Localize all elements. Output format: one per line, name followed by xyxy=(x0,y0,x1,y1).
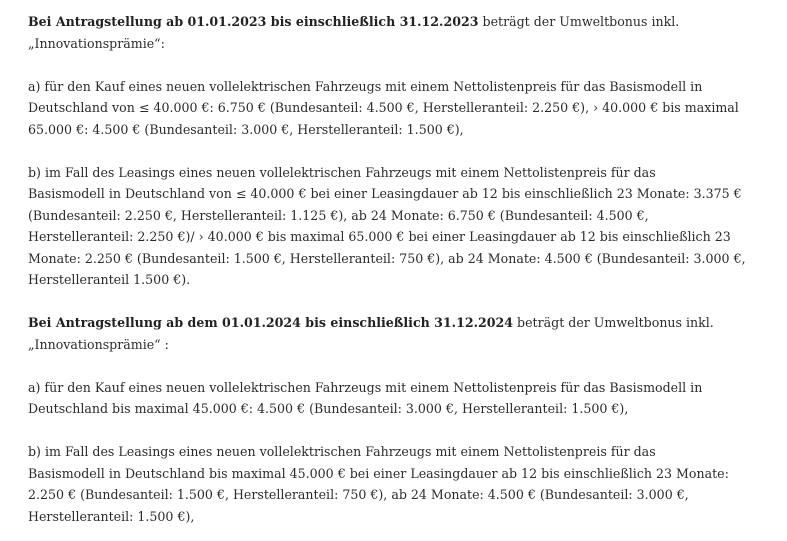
text-line: 2.250 € (Bundesanteil: 1.500 €, Herstelleranteil: 750 €), ab 24 Monate: 4.500 € (Bundesanteil: 3.000 €, xyxy=(28,487,689,502)
text-line: Herstelleranteil: 1.500 €), xyxy=(28,508,195,524)
heading-2023-rest: beträgt der Umweltbonus inkl. xyxy=(478,14,680,29)
text-line: b) im Fall des Leasings eines neuen vollelektrischen Fahrzeugs mit einem Nettolistenpreis für das xyxy=(28,444,656,459)
document-body xyxy=(28,11,768,527)
section-2023-heading xyxy=(28,11,768,54)
text-line: Deutschland von ≤ 40.000 €: 6.750 € (Bundesanteil: 4.500 €, Herstelleranteil: 2.250 €), › 40.000 € bis maximal xyxy=(28,100,739,115)
text-line: (Bundesanteil: 2.250 €, Herstelleranteil: 1.125 €), ab 24 Monate: 6.750 € (Bundesanteil: 4.500 €, xyxy=(28,207,649,223)
text-line: Basismodell in Deutschland von ≤ 40.000 € bei einer Leasingdauer ab 12 bis einschließlich 23 Monate: 3.375 € xyxy=(28,186,742,201)
section-2023-item-a xyxy=(28,76,768,141)
heading-2023-line1 xyxy=(28,11,768,33)
text-line: a) für den Kauf eines neuen vollelektrischen Fahrzeugs mit einem Nettolistenpreis für das Basismodell in xyxy=(28,379,703,395)
heading-2023-line2: „Innovationsprämie“: xyxy=(28,35,165,51)
heading-2024-line1 xyxy=(28,312,768,334)
heading-2024-line2: „Innovationsprämie“ : xyxy=(28,336,169,352)
heading-2023-bold: Bei Antragstellung ab 01.01.2023 bis einschließlich 31.12.2023 xyxy=(28,14,479,29)
text-line: Basismodell in Deutschland bis maximal 45.000 € bei einer Leasingdauer ab 12 bis einschließlich 23 Monate: xyxy=(28,465,729,481)
text-line: Herstelleranteil: 2.250 €)/ › 40.000 € bis maximal 65.000 € bei einer Leasingdauer ab 12 bis einschließlich 23 xyxy=(28,229,731,244)
section-2024-item-b xyxy=(28,441,768,527)
section-2023-item-b xyxy=(28,162,768,291)
text-line: b) im Fall des Leasings eines neuen vollelektrischen Fahrzeugs mit einem Nettolistenpreis für das xyxy=(28,164,656,180)
text-line: 65.000 €: 4.500 € (Bundesanteil: 3.000 €, Herstelleranteil: 1.500 €), xyxy=(28,121,464,137)
heading-2024-rest: beträgt der Umweltbonus inkl. xyxy=(513,315,714,330)
text-line: Herstelleranteil 1.500 €). xyxy=(28,272,191,287)
text-line: a) für den Kauf eines neuen vollelektrischen Fahrzeugs mit einem Nettolistenpreis für das Basismodell in xyxy=(28,78,703,94)
text-line: Monate: 2.250 € (Bundesanteil: 1.500 €, Herstelleranteil: 750 €), ab 24 Monate: 4.500 € (Bundesanteil: 3.000 €, xyxy=(28,250,746,266)
text-line: Deutschland bis maximal 45.000 €: 4.500 € (Bundesanteil: 3.000 €, Herstelleranteil: 1.500 €), xyxy=(28,401,629,416)
section-2024-heading xyxy=(28,312,768,355)
section-2024-item-a xyxy=(28,377,768,420)
heading-2024-bold: Bei Antragstellung ab dem 01.01.2024 bis einschließlich 31.12.2024 xyxy=(28,315,514,330)
